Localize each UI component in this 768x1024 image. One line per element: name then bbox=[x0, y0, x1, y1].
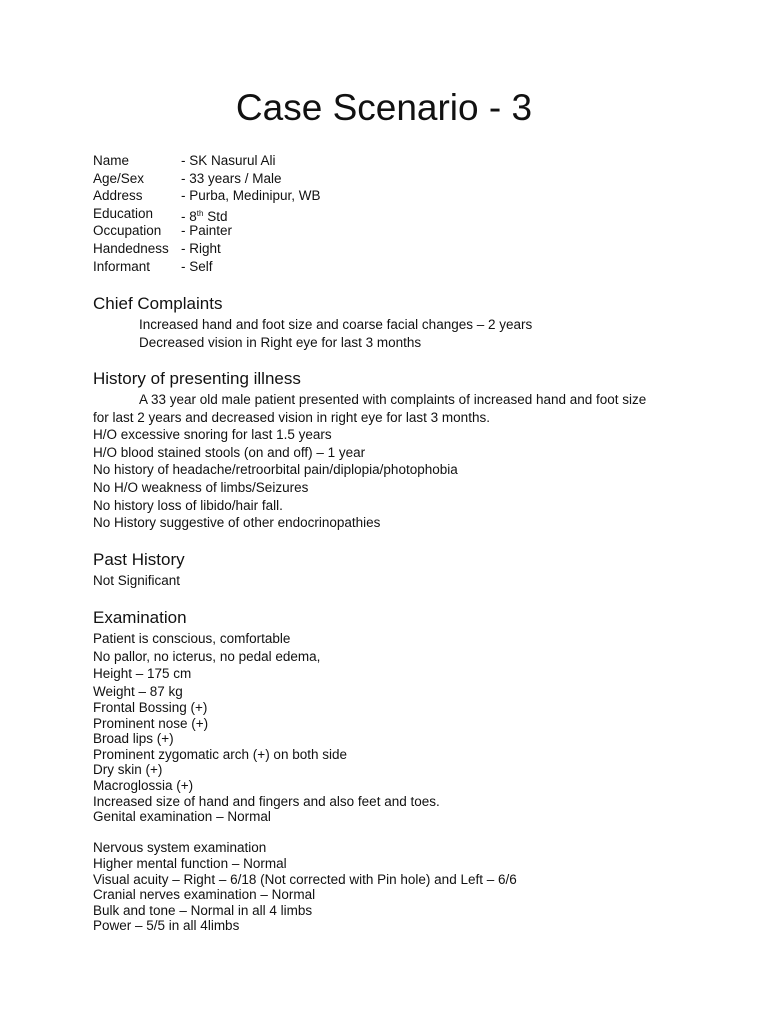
demographic-label: Handedness bbox=[93, 240, 169, 256]
exam-finding-item: Increased size of hand and fingers and also feet and toes. bbox=[93, 793, 440, 809]
complaint-item: Decreased vision in Right eye for last 3 months bbox=[139, 334, 422, 350]
page-title: Case Scenario - 3 bbox=[235, 87, 533, 128]
past-history-block bbox=[93, 572, 693, 590]
complaint-item: Increased hand and foot size and coarse facial changes – 2 years bbox=[139, 317, 533, 332]
exam-finding-item: Macroglossia (+) bbox=[93, 777, 194, 793]
exam-finding-item: Frontal Bossing (+) bbox=[93, 700, 208, 715]
demographic-row bbox=[93, 152, 693, 170]
demographic-label: Informant bbox=[93, 258, 151, 274]
demographic-value: - Right bbox=[181, 240, 221, 256]
exam-finding-item: Broad lips (+) bbox=[93, 731, 174, 747]
demographic-row bbox=[93, 187, 693, 205]
history-item: No history loss of libido/hair fall. bbox=[93, 497, 283, 513]
nervous-exam-item: Power – 5/5 in all 4limbs bbox=[93, 918, 240, 934]
history-heading: History of presenting illness bbox=[93, 369, 301, 388]
demographics-block bbox=[93, 152, 693, 275]
nervous-exam-item: Nervous system examination bbox=[93, 840, 267, 856]
exam-general-item: No pallor, no icterus, no pedal edema, bbox=[93, 648, 321, 664]
demographic-row bbox=[93, 240, 693, 258]
nervous-exam-item: Bulk and tone – Normal in all 4 limbs bbox=[93, 902, 313, 918]
exam-finding-item: Prominent nose (+) bbox=[93, 715, 209, 731]
history-block bbox=[93, 391, 693, 532]
history-item: H/O excessive snoring for last 1.5 years bbox=[93, 427, 332, 443]
demographic-value: - Painter bbox=[181, 223, 233, 239]
history-paragraph-line: for last 2 years and decreased vision in right eye for last 3 months. bbox=[93, 409, 490, 425]
demographic-label: Education bbox=[93, 205, 154, 221]
demographic-label: Name bbox=[93, 153, 130, 168]
demographic-label: Age/Sex bbox=[93, 170, 145, 186]
demographic-value: - 33 years / Male bbox=[181, 170, 282, 186]
demographic-value: - Self bbox=[181, 258, 213, 274]
demographic-value: - SK Nasurul Ali bbox=[181, 153, 276, 168]
past-history-text: Not Significant bbox=[93, 573, 181, 588]
demographic-label: Address bbox=[93, 188, 143, 204]
exam-finding-item: Genital examination – Normal bbox=[93, 809, 271, 825]
nervous-exam-item: Visual acuity – Right – 6/18 (Not corrected with Pin hole) and Left – 6/6 bbox=[93, 871, 517, 887]
chief-complaints-list bbox=[93, 316, 693, 351]
history-item: H/O blood stained stools (on and off) – 1 year bbox=[93, 444, 366, 460]
history-item: No History suggestive of other endocrinopathies bbox=[93, 515, 381, 531]
demographic-value bbox=[181, 205, 227, 223]
examination-findings bbox=[93, 700, 693, 934]
education-grade: - 8 bbox=[181, 208, 197, 224]
examination-heading: Examination bbox=[93, 608, 187, 627]
history-item: No history of headache/retroorbital pain/diplopia/photophobia bbox=[93, 462, 458, 478]
demographic-row bbox=[93, 222, 693, 240]
demographic-value: - Purba, Medinipur, WB bbox=[181, 188, 321, 204]
exam-general-item: Patient is conscious, comfortable bbox=[93, 631, 291, 646]
chief-complaints-heading: Chief Complaints bbox=[93, 294, 223, 313]
nervous-exam-item: Cranial nerves examination – Normal bbox=[93, 887, 316, 903]
education-unit: Std bbox=[203, 208, 228, 224]
history-item: No H/O weakness of limbs/Seizures bbox=[93, 479, 309, 495]
past-history-heading: Past History bbox=[93, 550, 185, 569]
section-spacer bbox=[93, 825, 693, 841]
demographic-row bbox=[93, 258, 693, 276]
nervous-exam-item: Higher mental function – Normal bbox=[93, 855, 287, 871]
history-paragraph-line: A 33 year old male patient presented with complaints of increased hand and foot size bbox=[139, 392, 647, 407]
exam-general-item: Height – 175 cm bbox=[93, 666, 192, 682]
demographic-row bbox=[93, 205, 693, 223]
exam-finding-item: Dry skin (+) bbox=[93, 762, 163, 778]
exam-finding-item: Prominent zygomatic arch (+) on both side bbox=[93, 746, 347, 762]
demographic-label: Occupation bbox=[93, 223, 162, 239]
demographic-row bbox=[93, 170, 693, 188]
ordinal-suffix: th bbox=[196, 208, 204, 218]
exam-general-item: Weight – 87 kg bbox=[93, 683, 183, 699]
examination-general bbox=[93, 630, 693, 700]
